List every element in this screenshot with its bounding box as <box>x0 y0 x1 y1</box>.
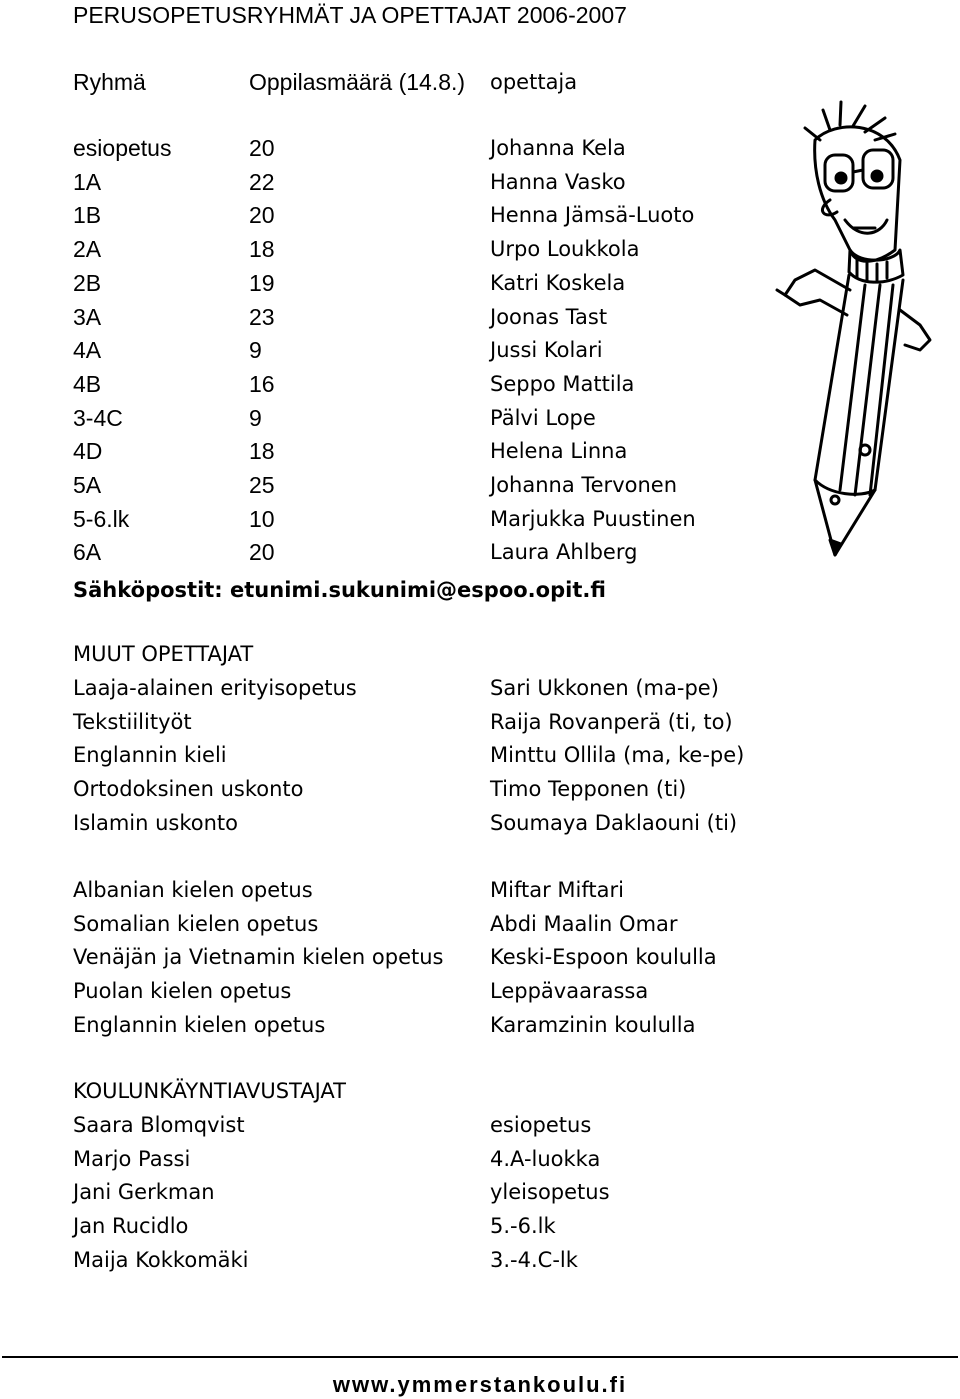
group-name: 4A <box>73 337 102 364</box>
group-teacher: Hanna Vasko <box>490 169 626 194</box>
group-count: 23 <box>249 303 275 330</box>
language-location: Miftar Miftari <box>490 878 624 902</box>
other-teacher-name: Raija Rovanperä (ti, to) <box>490 709 733 734</box>
group-count: 18 <box>249 438 275 465</box>
group-count: 22 <box>249 168 275 195</box>
group-name: 4B <box>73 370 102 397</box>
assistants-heading: KOULUNKÄYNTIAVUSTAJAT <box>73 1079 346 1103</box>
group-name: 4D <box>73 438 103 465</box>
group-count: 20 <box>249 539 275 566</box>
footer-website: www.ymmerstankoulu.fi <box>332 1372 628 1397</box>
group-teacher: Johanna Kela <box>490 136 626 160</box>
group-teacher: Henna Jämsä-Luoto <box>490 203 695 228</box>
group-count: 9 <box>249 404 262 431</box>
other-teachers-heading: MUUT OPETTAJAT <box>73 642 254 666</box>
assistant-group: 4.A-luokka <box>490 1146 601 1171</box>
group-count: 20 <box>249 202 275 229</box>
header-group: Ryhmä <box>73 69 146 95</box>
group-name: 2B <box>73 269 102 296</box>
group-count: 16 <box>249 370 275 397</box>
group-name: 5-6.lk <box>73 505 130 532</box>
group-count: 25 <box>249 472 275 498</box>
header-count: Oppilasmäärä (14.8.) <box>249 69 466 95</box>
group-teacher: Helena Linna <box>490 439 628 464</box>
language-location: Karamzinin koululla <box>490 1012 696 1037</box>
language-location: Keski-Espoon koululla <box>490 945 717 970</box>
header-teacher: opettaja <box>490 70 578 94</box>
other-teacher-name: Timo Tepponen (ti) <box>490 777 687 802</box>
group-count: 18 <box>249 236 275 263</box>
language-subject: Venäjän ja Vietnamin kielen opetus <box>73 945 444 970</box>
group-count: 10 <box>249 505 275 532</box>
language-location: Abdi Maalin Omar <box>490 911 678 936</box>
assistant-group: yleisopetus <box>490 1180 610 1205</box>
other-subject: Islamin uskonto <box>73 810 239 835</box>
language-subject: Puolan kielen opetus <box>73 979 292 1004</box>
footer-divider <box>2 1356 958 1358</box>
group-count: 19 <box>249 269 275 296</box>
group-teacher: Pälvi Lope <box>490 405 596 430</box>
group-teacher: Johanna Tervonen <box>490 473 678 497</box>
assistant-name: Marjo Passi <box>73 1146 191 1171</box>
group-name: 1A <box>73 168 102 195</box>
pencil-character-icon <box>775 100 935 580</box>
language-subject: Englannin kielen opetus <box>73 1012 326 1037</box>
other-subject: Englannin kieli <box>73 743 227 768</box>
assistant-group: esiopetus <box>490 1113 592 1137</box>
assistant-name: Jan Rucidlo <box>73 1214 189 1239</box>
group-teacher: Jussi Kolari <box>490 338 603 363</box>
assistant-group: 3.-4.C-lk <box>490 1247 578 1272</box>
other-subject: Laaja-alainen erityisopetus <box>73 676 357 700</box>
other-teacher-name: Minttu Ollila (ma, ke-pe) <box>490 743 745 768</box>
group-name: 3-4C <box>73 404 123 431</box>
other-teacher-name: Soumaya Daklaouni (ti) <box>490 810 738 835</box>
language-subject: Albanian kielen opetus <box>73 878 313 902</box>
group-name: 3A <box>73 303 102 330</box>
group-count: 9 <box>249 337 262 364</box>
group-teacher: Joonas Tast <box>490 304 608 329</box>
assistant-group: 5.-6.lk <box>490 1214 556 1239</box>
assistant-name: Jani Gerkman <box>73 1180 215 1205</box>
email-note: Sähköpostit: etunimi.sukunimi@espoo.opit.fi <box>73 578 606 602</box>
group-name: 2A <box>73 236 102 263</box>
group-count: 20 <box>249 135 275 161</box>
group-teacher: Marjukka Puustinen <box>490 506 696 531</box>
group-name: 5A <box>73 472 102 498</box>
group-teacher: Katri Koskela <box>490 270 626 295</box>
group-teacher: Seppo Mattila <box>490 371 635 396</box>
language-subject: Somalian kielen opetus <box>73 911 319 936</box>
assistant-name: Saara Blomqvist <box>73 1113 245 1137</box>
page-title: PERUSOPETUSRYHMÄT JA OPETTAJAT 2006-2007 <box>73 2 627 28</box>
assistant-name: Maija Kokkomäki <box>73 1247 249 1272</box>
language-location: Leppävaarassa <box>490 979 649 1004</box>
other-subject: Ortodoksinen uskonto <box>73 777 304 802</box>
group-name: esiopetus <box>73 135 172 161</box>
other-teacher-name: Sari Ukkonen (ma-pe) <box>490 676 719 700</box>
group-teacher: Laura Ahlberg <box>490 540 638 565</box>
other-subject: Tekstiilityöt <box>73 709 192 734</box>
group-name: 6A <box>73 539 102 566</box>
group-teacher: Urpo Loukkola <box>490 237 640 262</box>
group-name: 1B <box>73 202 102 229</box>
